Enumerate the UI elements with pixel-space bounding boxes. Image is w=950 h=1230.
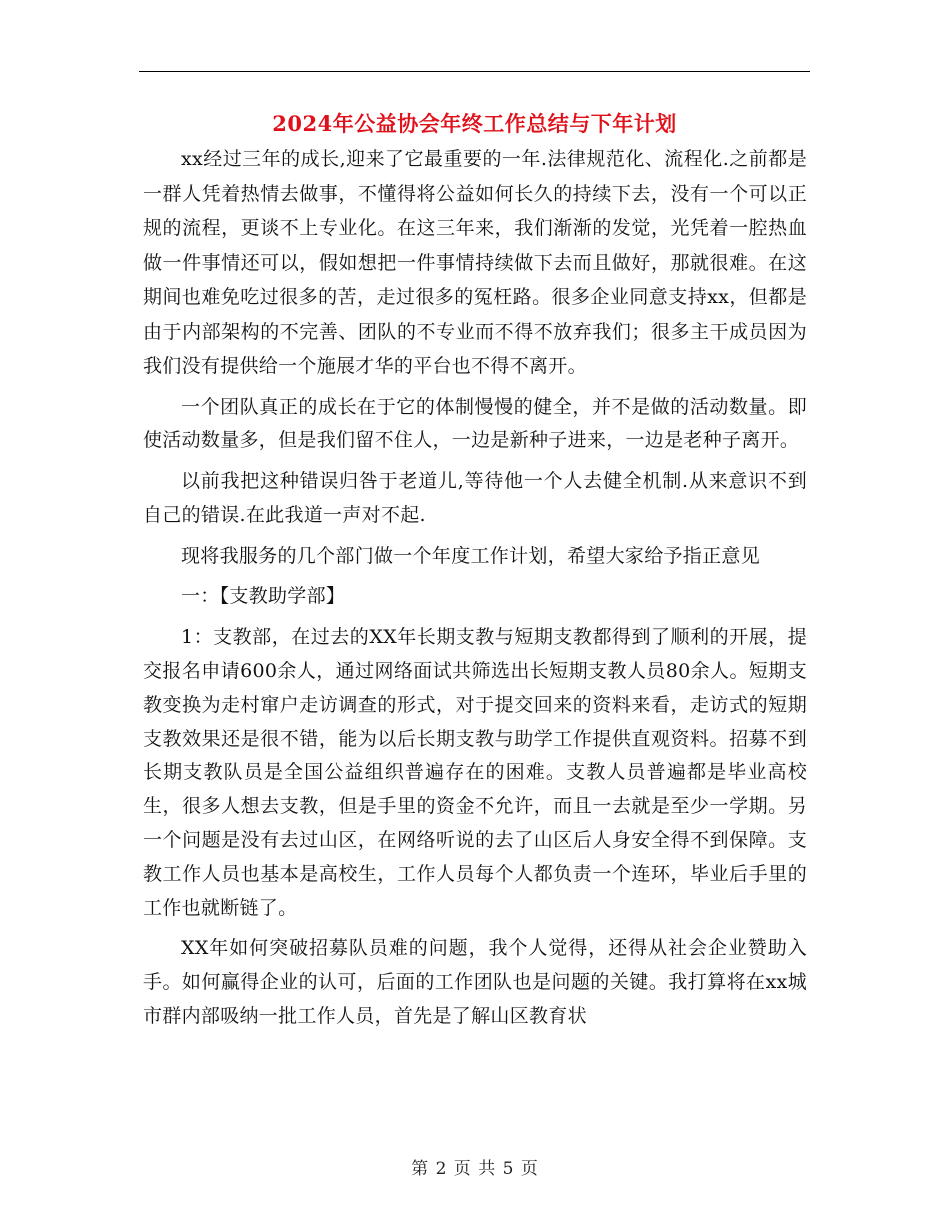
header-rule <box>139 71 810 72</box>
paragraph-plan-intro: 现将我服务的几个部门做一个年度工作计划，希望大家给予指正意见 <box>181 544 761 567</box>
page-footer: 第 2 页 共 5 页 <box>411 1159 539 1179</box>
document-title: 2024年公益协会年终工作总结与下年计划 <box>272 111 677 136</box>
paragraph-team-growth: 一个团队真正的成长在于它的体制慢慢的健全，并不是做的活动数量。即使活动数量多，但是我们留不住人，一边是新种子进来，一边是老种子离开。 <box>143 395 807 452</box>
paragraph-teaching-plan: XX年如何突破招募队员难的问题，我个人觉得，还得从社会企业赞助入手。如何赢得企业的认可，后面的工作团队也是问题的关键。我打算将在xx城市群内部吸纳一批工作人员，首先是了解山区教育状 <box>143 937 807 1028</box>
paragraph-intro: xx经过三年的成长,迎来了它最重要的一年.法律规范化、流程化.之前都是一群人凭着热情去做事，不懂得将公益如何长久的持续下去，没有一个可以正规的流程，更谈不上专业化。在这三年来，我们渐渐的发觉，光凭着一腔热血做一件事情还可以，假如想把一件事情持续做下去而且做好，那就很难。在这期间也难免吃过很多的苦，走过很多的冤枉路。很多企业同意支持xx，但都是由于内部架构的不完善、团队的不专业而不得不放弃我们；很多主干成员因为我们没有提供给一个施展才华的平台也不得不离开。 <box>143 148 807 377</box>
paragraph-apology: 以前我把这种错误归咎于老道儿,等待他一个人去健全机制.从来意识不到自己的错误.在此我道一声对不起. <box>143 470 807 526</box>
section-heading-teaching: 一：【支教助学部】 <box>181 585 346 608</box>
paragraph-teaching-review: 1：支教部，在过去的XX年长期支教与短期支教都得到了顺利的开展，提交报名申请600余人，通过网络面试共筛选出长短期支教人员80余人。短期支教变换为走村窜户走访调查的形式，对于提交回来的资料来看，走访式的短期支教效果还是很不错，能为以后长期支教与助学工作提供直观资料。招募不到长期支教队员是全国公益组织普遍存在的困难。支教人员普遍都是毕业高校生，很多人想去支教，但是手里的资金不允许，而且一去就是至少一学期。另一个问题是没有去过山区，在网络听说的去了山区后人身安全得不到保障。支教工作人员也基本是高校生，工作人员每个人都负责一个连环，毕业后手里的工作也就断链了。 <box>143 626 807 919</box>
document-body <box>143 142 807 1041</box>
